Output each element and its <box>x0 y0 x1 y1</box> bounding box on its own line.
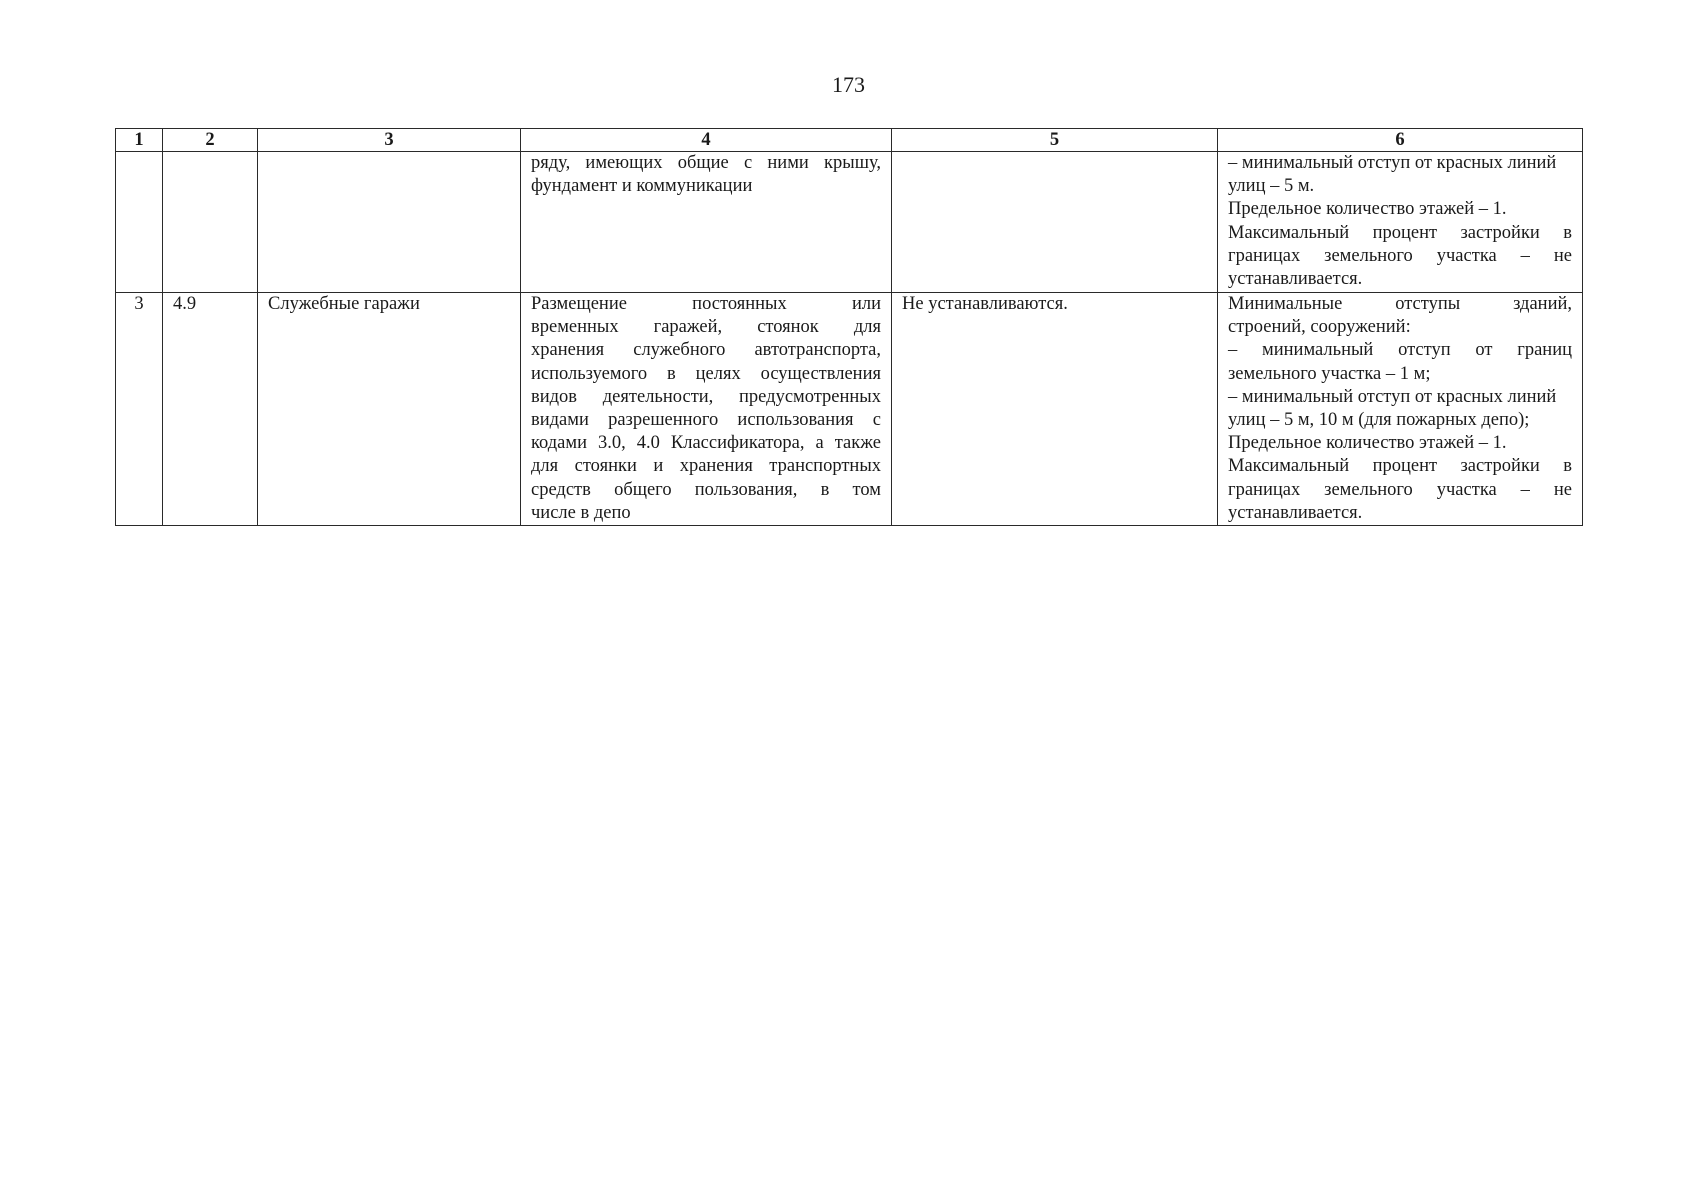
header-cell-4: 4 <box>521 129 892 152</box>
row-number-cell <box>116 152 163 293</box>
parameters-cell: Не устанавливаются. <box>892 293 1218 526</box>
header-cell-3: 3 <box>258 129 521 152</box>
code-cell: 4.9 <box>163 293 258 526</box>
limits-line: строений, сооружений: <box>1228 317 1411 338</box>
parameters-cell <box>892 152 1218 293</box>
description-line: числе в депо <box>531 502 631 523</box>
description-line: Размещение постоянных или <box>531 294 881 314</box>
name-cell: Служебные гаражи <box>258 293 521 526</box>
limits-line: устанавливается. <box>1228 502 1363 523</box>
table-row <box>116 152 1583 293</box>
description-line: видов деятельности, предусмотренных <box>531 386 881 407</box>
description-line: ряду, имеющих общие с ними крышу, <box>531 153 881 173</box>
limits-cell <box>1218 293 1583 526</box>
limits-line: улиц – 5 м, 10 м (для пожарных депо); <box>1228 410 1530 431</box>
limits-line: – минимальный отступ от красных линий <box>1228 386 1557 407</box>
header-cell-2: 2 <box>163 129 258 152</box>
limits-line: земельного участка – 1 м; <box>1228 363 1431 384</box>
limits-line: Максимальный процент застройки в <box>1228 222 1572 243</box>
description-cell <box>521 293 892 526</box>
header-cell-1: 1 <box>116 129 163 152</box>
header-cell-6: 6 <box>1218 129 1583 152</box>
limits-line: границах земельного участка – не <box>1228 479 1572 500</box>
limits-line: улиц – 5 м. <box>1228 176 1315 197</box>
description-line: кодами 3.0, 4.0 Классификатора, а также <box>531 433 881 454</box>
limits-line: Предельное количество этажей – 1. <box>1228 199 1507 220</box>
header-cell-5: 5 <box>892 129 1218 152</box>
limits-line: границах земельного участка – не <box>1228 245 1572 266</box>
header-row <box>116 129 1583 152</box>
description-line: временных гаражей, стоянок для <box>531 317 881 338</box>
limits-line: – минимальный отступ от красных линий <box>1228 153 1557 173</box>
limits-line: Максимальный процент застройки в <box>1228 456 1572 477</box>
limits-line: Предельное количество этажей – 1. <box>1228 433 1507 454</box>
limits-line: устанавливается. <box>1228 269 1363 290</box>
description-line: средств общего пользования, в том <box>531 479 881 500</box>
description-line: видами разрешенного использования с <box>531 410 881 431</box>
limits-line: Минимальные отступы зданий, <box>1228 294 1572 314</box>
description-cell <box>521 152 892 293</box>
name-cell <box>258 152 521 293</box>
description-line: используемого в целях осуществления <box>531 363 881 384</box>
description-line: для стоянки и хранения транспортных <box>531 456 881 477</box>
zoning-table <box>115 128 1583 526</box>
table-row <box>116 293 1583 526</box>
page-number: 173 <box>832 72 865 97</box>
code-cell <box>163 152 258 293</box>
description-line: хранения служебного автотранспорта, <box>531 340 881 361</box>
row-number-cell: 3 <box>116 293 163 526</box>
limits-line: – минимальный отступ от границ <box>1228 340 1572 361</box>
description-line: фундамент и коммуникации <box>531 176 753 197</box>
limits-cell <box>1218 152 1583 293</box>
